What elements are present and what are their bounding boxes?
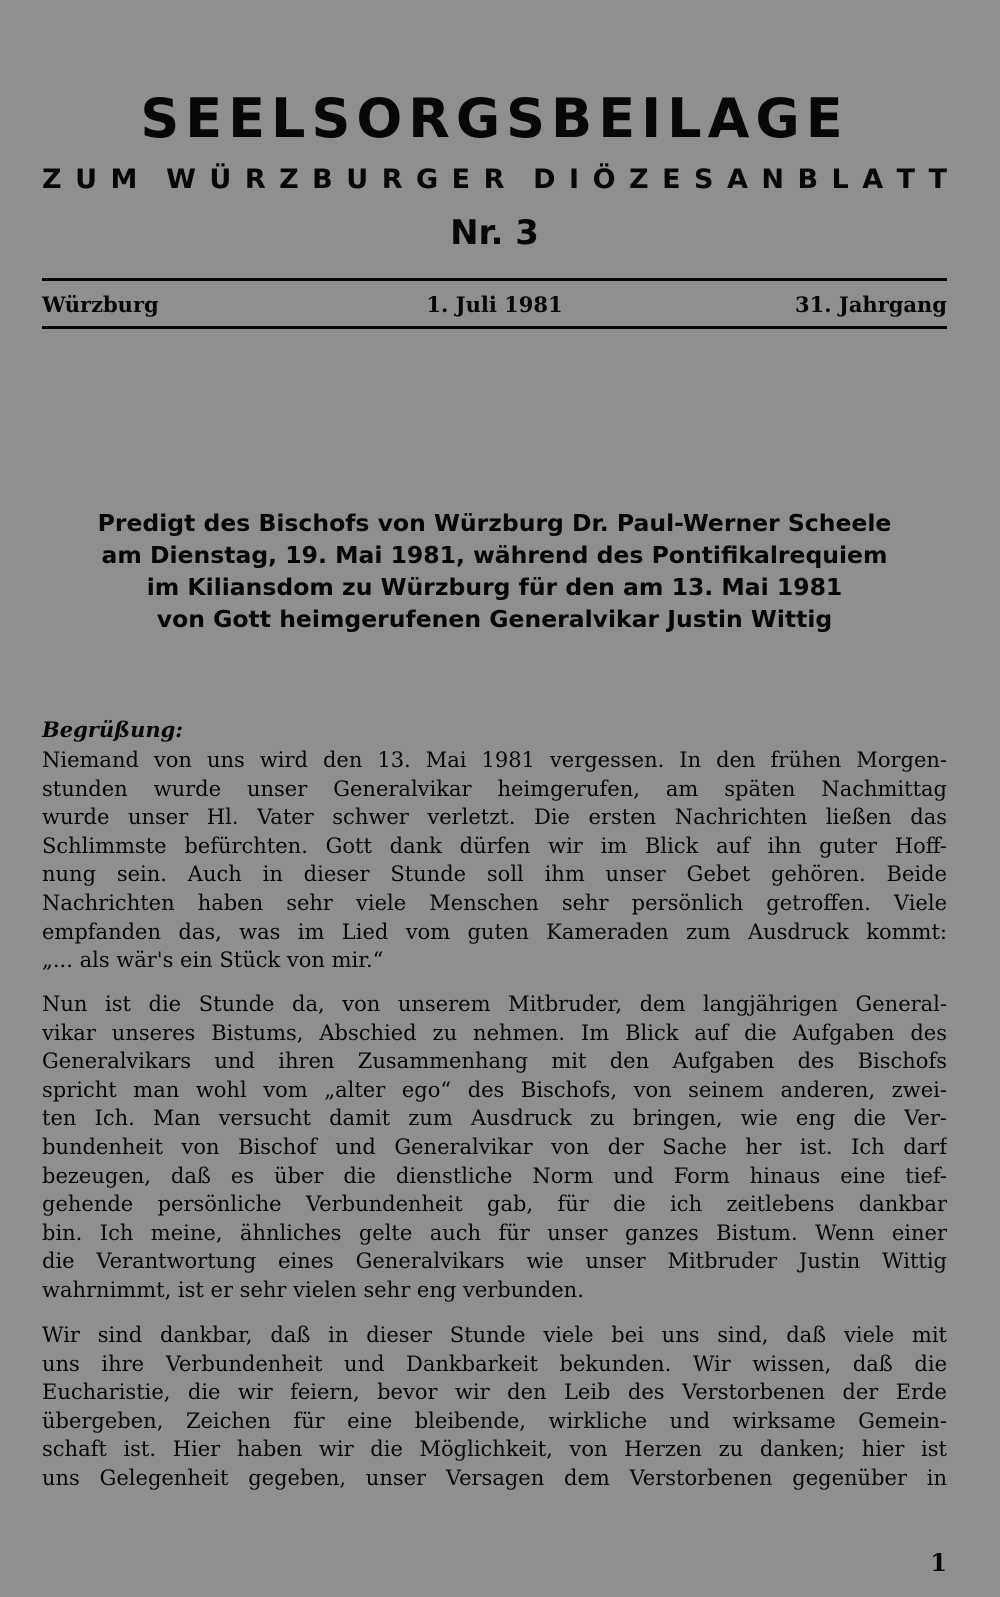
issue-number: Nr. 3 xyxy=(450,213,539,253)
sermon-headline xyxy=(42,507,947,635)
text-line: Schlimmste befürchten. Gott dank dürfen wir im Blick auf ihn guter Hoff- xyxy=(42,833,947,858)
text-line: Wir sind dankbar, daß in dieser Stunde viele bei uns sind, daß viele mit xyxy=(42,1323,947,1347)
masthead-subtitle xyxy=(42,164,947,196)
text-line: Nachrichten haben sehr viele Menschen sehr persönlich getroffen. Viele xyxy=(42,890,947,915)
text-line: Generalvikars und ihren Zusammenhang mit den Aufgaben des Bischofs xyxy=(42,1049,947,1074)
paragraph-3 xyxy=(42,1321,947,1493)
masthead-subtitle-word-3: D I Ö Z E S A N B L A T T xyxy=(533,164,947,195)
text-line: uns Gelegenheit gegeben, unser Versagen dem Verstorbenen gegenüber in xyxy=(42,1465,947,1490)
bottom-rule xyxy=(42,326,947,329)
headline-line: im Kiliansdom zu Würzburg für den am 13. Mai 1981 xyxy=(146,573,843,601)
text-line: ten Ich. Man versucht damit zum Ausdruck zu bringen, wie eng die Ver- xyxy=(42,1106,947,1131)
text-line: spricht man wohl vom „alter ego“ des Bischofs, von seinem anderen, zwei- xyxy=(42,1077,947,1102)
text-line: gehende persönliche Verbundenheit gab, für die ich zeitlebens dankbar xyxy=(42,1192,947,1217)
text-line: schaft ist. Hier haben wir die Möglichkeit, von Herzen zu danken; hier ist xyxy=(42,1437,947,1462)
document-page xyxy=(42,0,947,1597)
paragraph-2 xyxy=(42,990,947,1305)
text-line: Niemand von uns wird den 13. Mai 1981 vergessen. In den frühen Morgen- xyxy=(42,748,947,772)
issue-volume: 31. Jahrgang xyxy=(795,292,947,317)
text-line: übergeben, Zeichen für eine bleibende, wirkliche und wirksame Gemein- xyxy=(42,1408,947,1433)
masthead-subtitle-word-1: Z U M xyxy=(42,164,138,195)
text-line: wahrnimmt, ist er sehr vielen sehr eng verbunden. xyxy=(42,1277,584,1302)
issue-place: Würzburg xyxy=(42,292,159,317)
headline-line: von Gott heimgerufenen Generalvikar Justin Wittig xyxy=(156,605,833,633)
text-line: nung sein. Auch in dieser Stunde soll ihm unser Gebet gehören. Beide xyxy=(42,862,947,887)
section-label: Begrüßung: xyxy=(42,717,184,742)
text-line: Nun ist die Stunde da, von unserem Mitbruder, dem langjährigen General- xyxy=(42,992,947,1016)
paragraph-1 xyxy=(42,746,947,975)
masthead-title: SEELSORGSBEILAGE xyxy=(140,87,849,150)
text-line: stunden wurde unser Generalvikar heimgerufen, am späten Nachmittag xyxy=(42,776,947,801)
issue-info-line xyxy=(42,291,947,321)
text-line: empfanden das, was im Lied vom guten Kameraden zum Ausdruck kommt: xyxy=(42,919,947,944)
masthead-subtitle-word-2: W Ü R Z B U R G E R xyxy=(166,164,505,195)
text-line: die Verantwortung eines Generalvikars wie unser Mitbruder Justin Wittig xyxy=(42,1249,947,1274)
top-rule xyxy=(42,278,947,281)
issue-date: 1. Juli 1981 xyxy=(426,292,563,317)
text-line: „... als wär's ein Stück von mir.“ xyxy=(42,948,384,973)
text-line: Eucharistie, die wir feiern, bevor wir den Leib des Verstorbenen der Erde xyxy=(42,1380,947,1405)
text-line: bezeugen, daß es über die dienstliche Norm und Form hinaus eine tief- xyxy=(42,1163,947,1188)
text-line: bundenheit von Bischof und Generalvikar von der Sache her ist. Ich darf xyxy=(42,1134,947,1159)
text-line: uns ihre Verbundenheit und Dankbarkeit bekunden. Wir wissen, daß die xyxy=(42,1351,947,1376)
page-number: 1 xyxy=(930,1548,947,1577)
text-line: vikar unseres Bistums, Abschied zu nehmen. Im Blick auf die Aufgaben des xyxy=(42,1020,947,1045)
headline-line: Predigt des Bischofs von Würzburg Dr. Paul-Werner Scheele xyxy=(97,509,892,537)
text-line: wurde unser Hl. Vater schwer verletzt. Die ersten Nachrichten ließen das xyxy=(42,805,947,830)
headline-line: am Dienstag, 19. Mai 1981, während des Pontifikalrequiem xyxy=(101,541,888,569)
text-line: bin. Ich meine, ähnliches gelte auch für unser ganzes Bistum. Wenn einer xyxy=(42,1220,947,1245)
